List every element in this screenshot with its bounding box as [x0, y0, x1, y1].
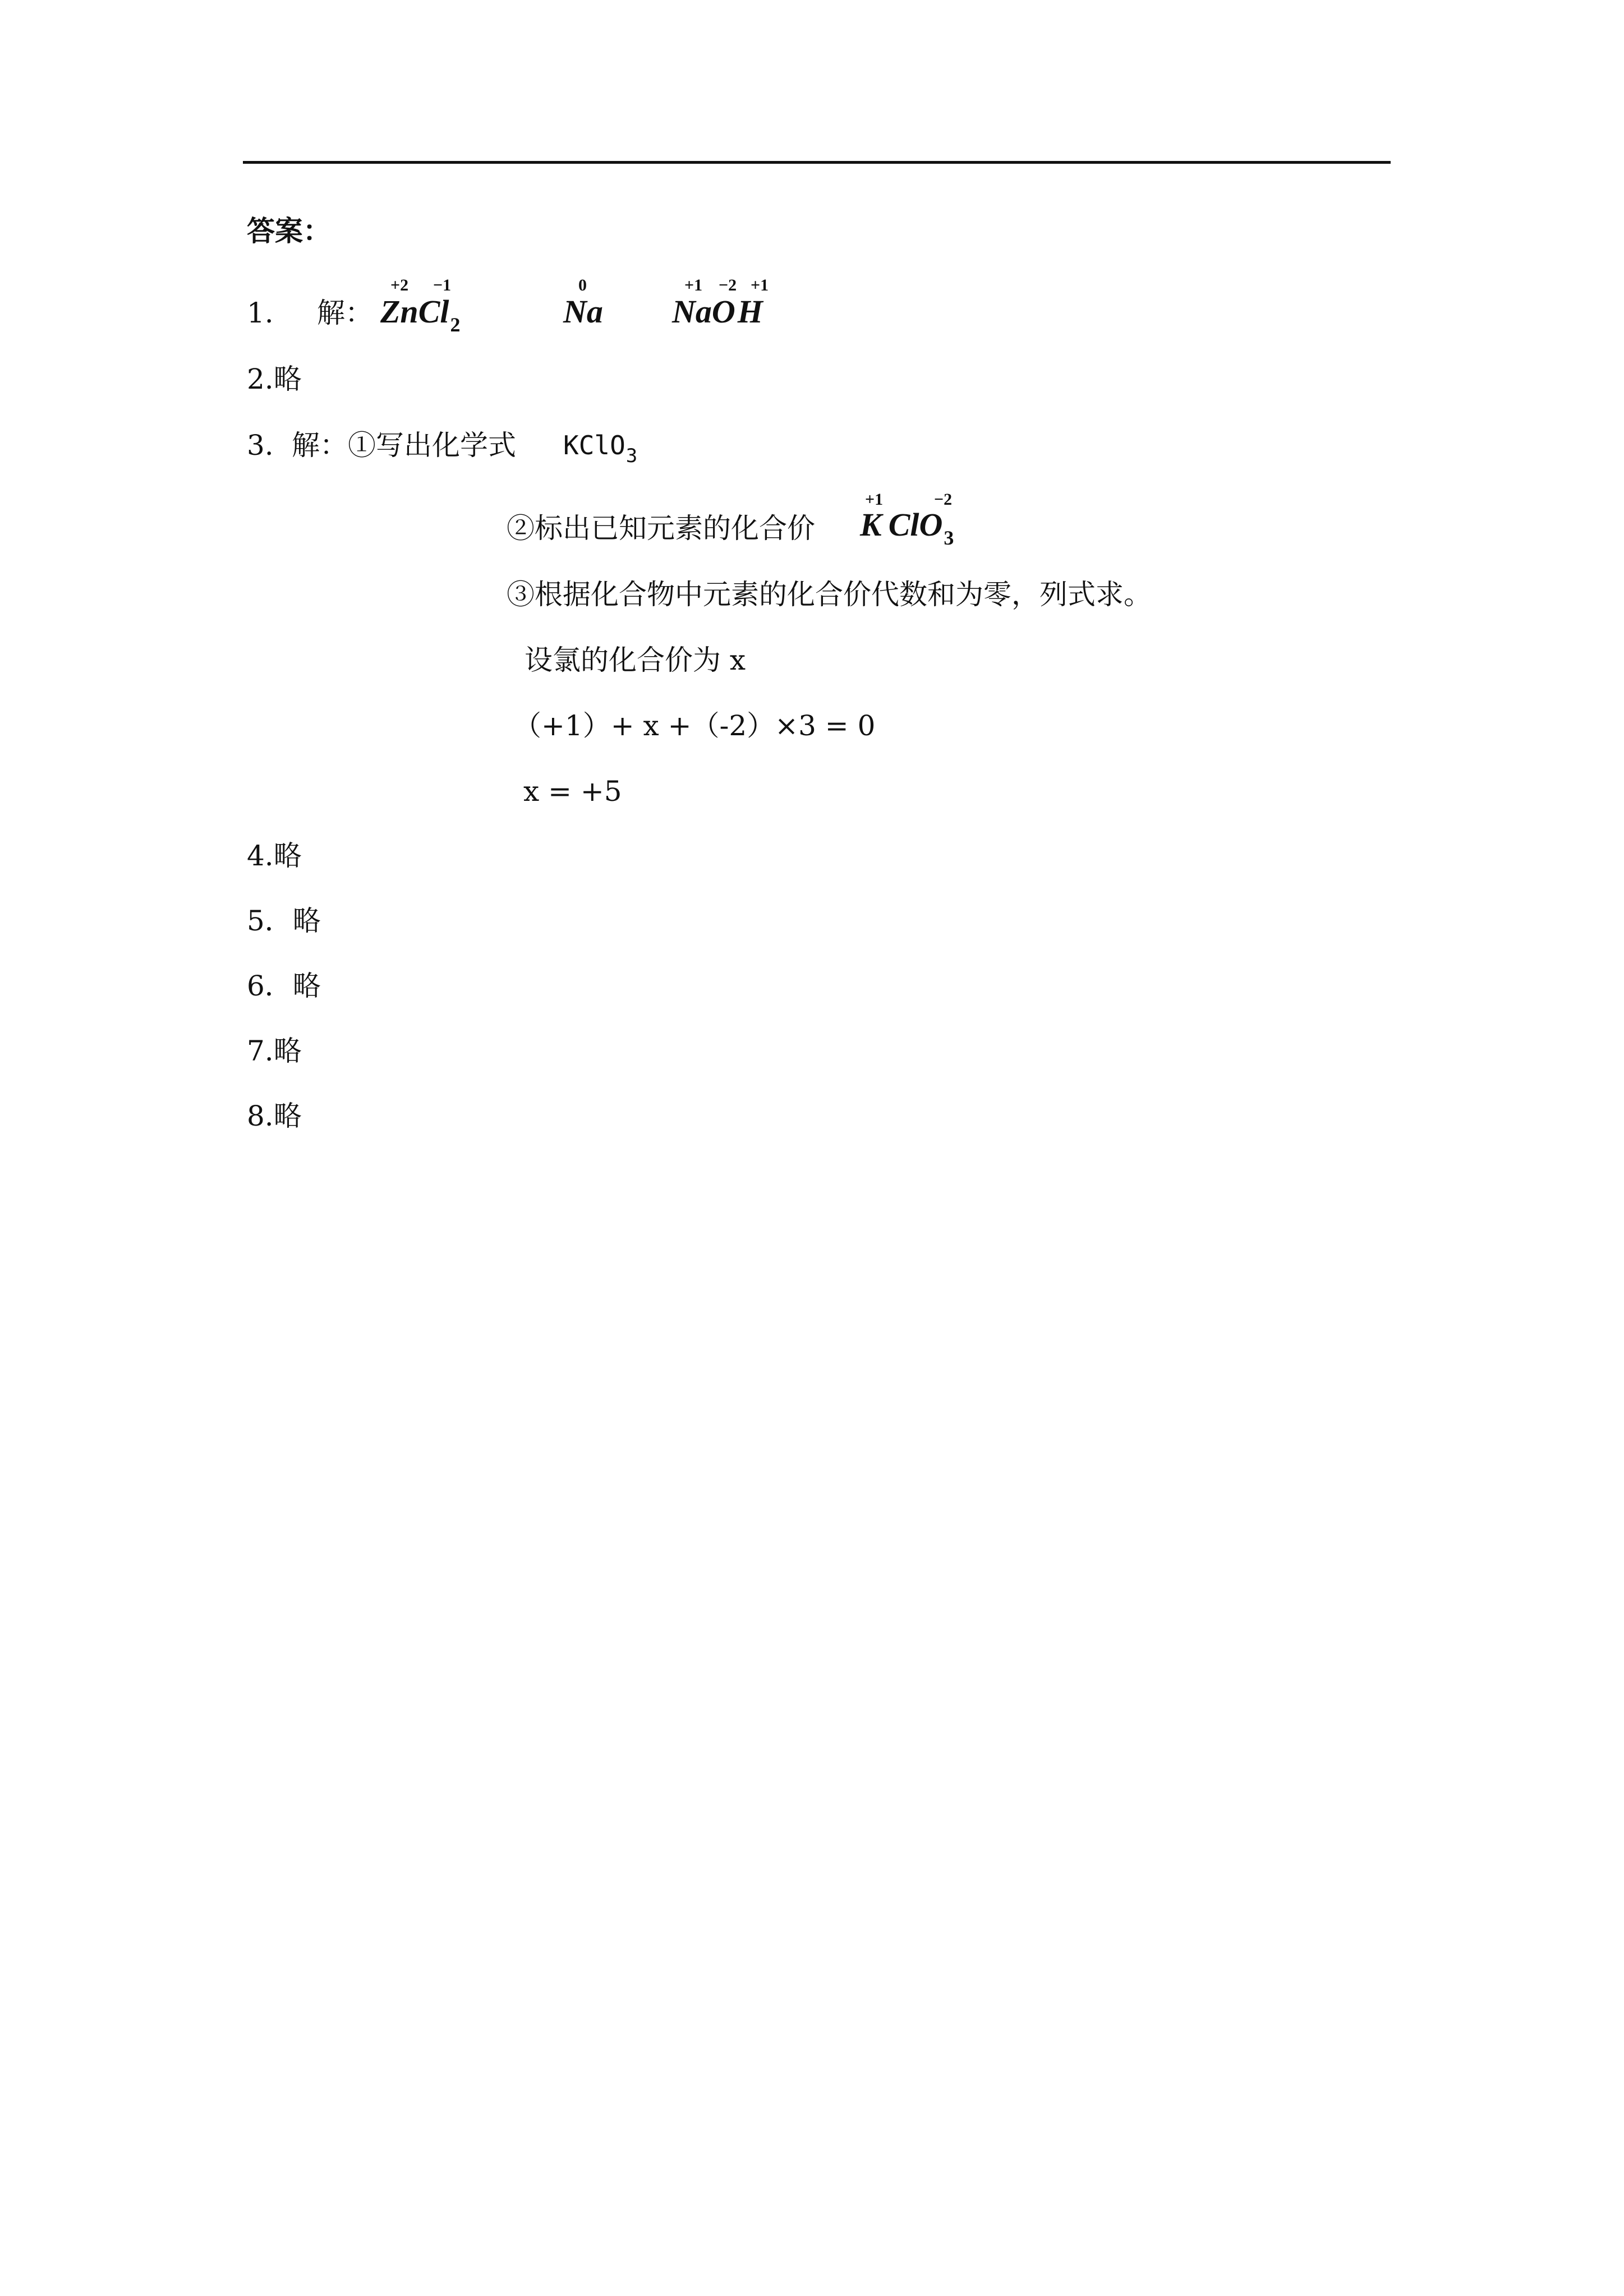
formula-main: KClO [563, 430, 625, 460]
q6-answer: 6．略 [247, 970, 321, 1002]
q3-equation: （+1）+ x +（-2）×3 = 0 [513, 709, 876, 742]
q3-let: 设氯的化合价为 x [525, 644, 746, 676]
chemical-formula [860, 506, 954, 549]
q3-step1: 解：①写出化学式 [292, 429, 516, 462]
element-symbol: Cl [888, 506, 919, 543]
element-symbol: Cl [418, 293, 449, 330]
subscript: 3 [625, 445, 638, 467]
oxidation-state: +2 [390, 276, 409, 294]
answer-title: 答案： [247, 214, 331, 247]
q3-formula-text [563, 428, 637, 465]
element-symbol: Zn [380, 293, 418, 330]
q3-step3: ③根据化合物中元素的化合价代数和为零，列式求。 [507, 578, 1152, 611]
chemical-formula [672, 295, 763, 329]
subscript: 3 [944, 527, 954, 549]
oxidation-state: −2 [934, 490, 953, 509]
q3-step2: ②标出已知元素的化合价 [507, 512, 815, 545]
q2-answer: 2.略 [247, 363, 302, 395]
oxidation-state: +1 [865, 490, 884, 509]
q4-answer: 4.略 [247, 840, 302, 872]
element-symbol: O [711, 293, 735, 330]
element-symbol: Na [672, 293, 712, 330]
oxidation-state: +1 [751, 276, 769, 294]
q3-label: 3. [247, 429, 274, 462]
element-symbol: H [737, 293, 763, 330]
oxidation-state: −1 [433, 276, 452, 294]
element-symbol: O [919, 506, 943, 543]
chemical-formula: Na [563, 293, 603, 330]
element-symbol: K [860, 506, 882, 543]
chemical-formula [380, 293, 461, 336]
q1-solve-label: 解： [317, 297, 373, 329]
header-rule [243, 161, 1391, 164]
q3-answer: x = +5 [523, 775, 622, 808]
q5-answer: 5．略 [247, 905, 321, 937]
subscript: 2 [450, 313, 461, 336]
q8-answer: 8.略 [247, 1100, 302, 1132]
q7-answer: 7.略 [247, 1035, 302, 1067]
oxidation-state: +1 [684, 276, 703, 294]
oxidation-state: −2 [719, 276, 737, 294]
oxidation-state: 0 [578, 276, 587, 294]
q1-label: 1. [247, 297, 274, 329]
